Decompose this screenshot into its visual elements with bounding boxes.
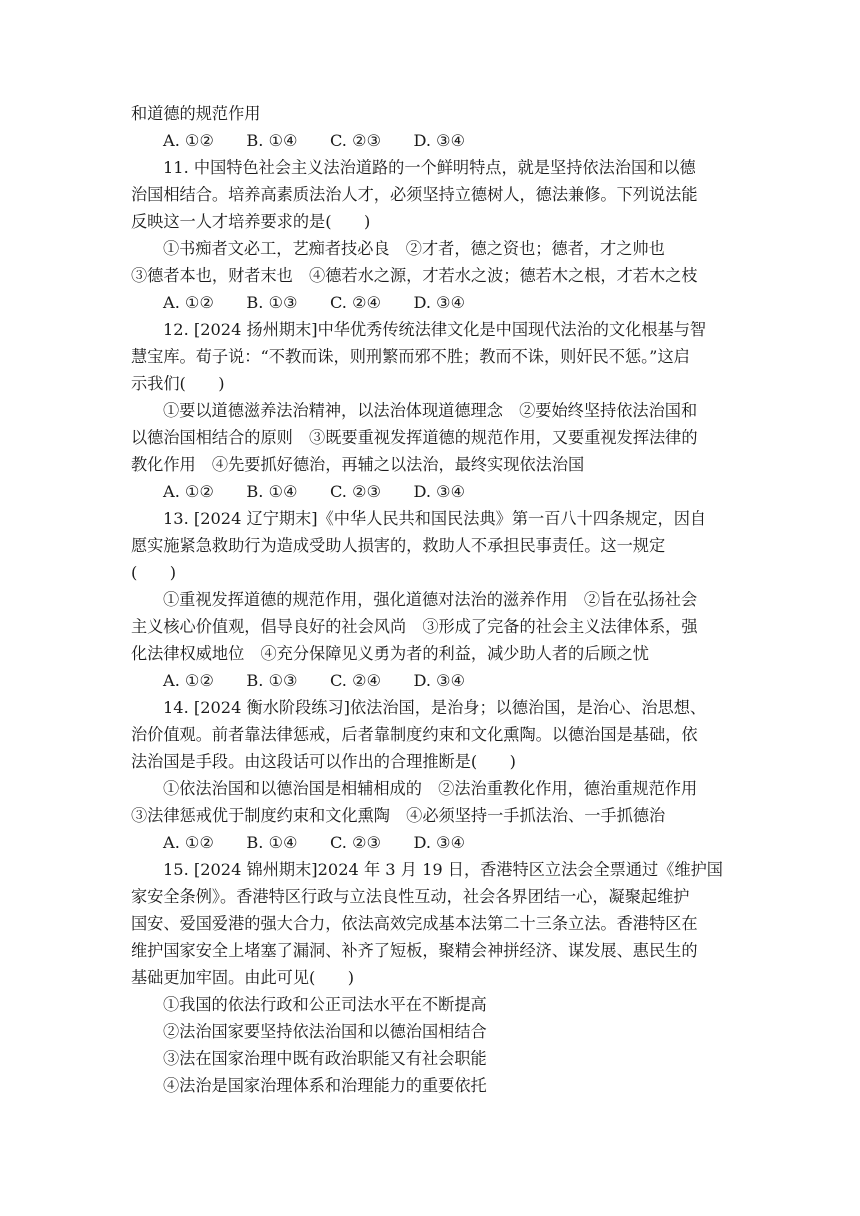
q15-stem-line-4: 维护国家安全上堵塞了漏洞、补齐了短板，聚精会神拼经济、谋发展、惠民生的 [131,941,698,960]
q12-statements-line-3: 教化作用 ④先要抓好德治，再辅之以法治，最终实现依法治国 [131,455,585,474]
q15-stem-line-1: 15. [2024 锦州期末]2024 年 3 月 19 日，香港特区立法会全票通过《维护国 [163,860,723,879]
q11-statements-line-1: ①书痴者文必工，艺痴者技必良 ②才者，德之资也；德者，才之帅也 [163,239,665,258]
q14-options: A. ①② B. ①④ C. ②③ D. ③④ [163,833,466,852]
q15-stem-line-5: 基础更加牢固。由此可见( ) [131,968,355,987]
q15-statement-3: ③法在国家治理中既有政治职能又有社会职能 [163,1049,487,1068]
q11-stem-line-3: 反映这一人才培养要求的是( ) [131,212,371,231]
q12-statements-line-2: 以德治国相结合的原则 ③既要重视发挥道德的规范作用，又要重视发挥法律的 [131,428,698,447]
q13-statements-line-2: 主义核心价值观，倡导良好的社会风尚 ③形成了完备的社会主义法律体系，强 [131,617,698,636]
exam-page [131,100,731,1099]
q10-options: A. ①② B. ①④ C. ②③ D. ③④ [163,131,466,150]
q15-stem-line-3: 国安、爱国爱港的强大合力，依法高效完成基本法第二十三条立法。香港特区在 [131,914,698,933]
q11-stem-line-1: 11. 中国特色社会主义法治道路的一个鲜明特点，就是坚持依法治国和以德 [163,158,696,177]
q13-stem-line-3: ( ) [131,563,177,582]
q13-stem-line-1: 13. [2024 辽宁期末]《中华人民共和国民法典》第一百八十四条规定，因自 [163,509,707,528]
q15-statement-2: ②法治国家要坚持依法治国和以德治国相结合 [163,1022,487,1041]
q13-statements-line-1: ①重视发挥道德的规范作用，强化道德对法治的滋养作用 ②旨在弘扬社会 [163,590,698,609]
q13-stem-line-2: 愿实施紧急救助行为造成受助人损害的，救助人不承担民事责任。这一规定 [131,536,666,555]
q14-statements-line-1: ①依法治国和以德治国是相辅相成的 ②法治重教化作用，德治重规范作用 [163,779,698,798]
q15-statement-4: ④法治是国家治理体系和治理能力的重要依托 [163,1076,487,1095]
q15-statement-1: ①我国的依法行政和公正司法水平在不断提高 [163,995,487,1014]
q14-stem-line-3: 法治国是手段。由这段话可以作出的合理推断是( ) [131,752,516,771]
q12-options: A. ①② B. ①④ C. ②③ D. ③④ [163,482,466,501]
q12-stem-line-1: 12. [2024 扬州期末]中华优秀传统法律文化是中国现代法治的文化根基与智 [163,320,707,339]
q11-options: A. ①② B. ①③ C. ②④ D. ③④ [163,293,466,312]
q13-options: A. ①② B. ①③ C. ②④ D. ③④ [163,671,466,690]
q12-stem-line-2: 慧宝库。荀子说：“不教而诛，则刑繁而邪不胜；教而不诛，则奸民不惩。”这启 [131,347,690,366]
q14-statements-line-2: ③法律惩戒优于制度约束和文化熏陶 ④必须坚持一手抓法治、一手抓德治 [131,806,666,825]
q14-stem-line-1: 14. [2024 衡水阶段练习]依法治国，是治身；以德治国，是治心、治思想、 [163,698,707,717]
text-line-1: 和道德的规范作用 [131,104,261,123]
q13-statements-line-3: 化法律权威地位 ④充分保障见义勇为者的利益，减少助人者的后顾之忧 [131,644,649,663]
q15-stem-line-2: 家安全条例》。香港特区行政与立法良性互动，社会各界团结一心，凝聚起维护 [131,887,690,906]
q11-statements-line-2: ③德者本也，财者末也 ④德若水之源，才若水之波；德若木之根，才若木之枝 [131,266,698,285]
q11-stem-line-2: 治国相结合。培养高素质法治人才，必须坚持立德树人，德法兼修。下列说法能 [131,185,698,204]
q14-stem-line-2: 治价值观。前者靠法律惩戒，后者靠制度约束和文化熏陶。以德治国是基础，依 [131,725,698,744]
q12-statements-line-1: ①要以道德滋养法治精神，以法治体现道德理念 ②要始终坚持依法治国和 [163,401,698,420]
q12-stem-line-3: 示我们( ) [131,374,225,393]
